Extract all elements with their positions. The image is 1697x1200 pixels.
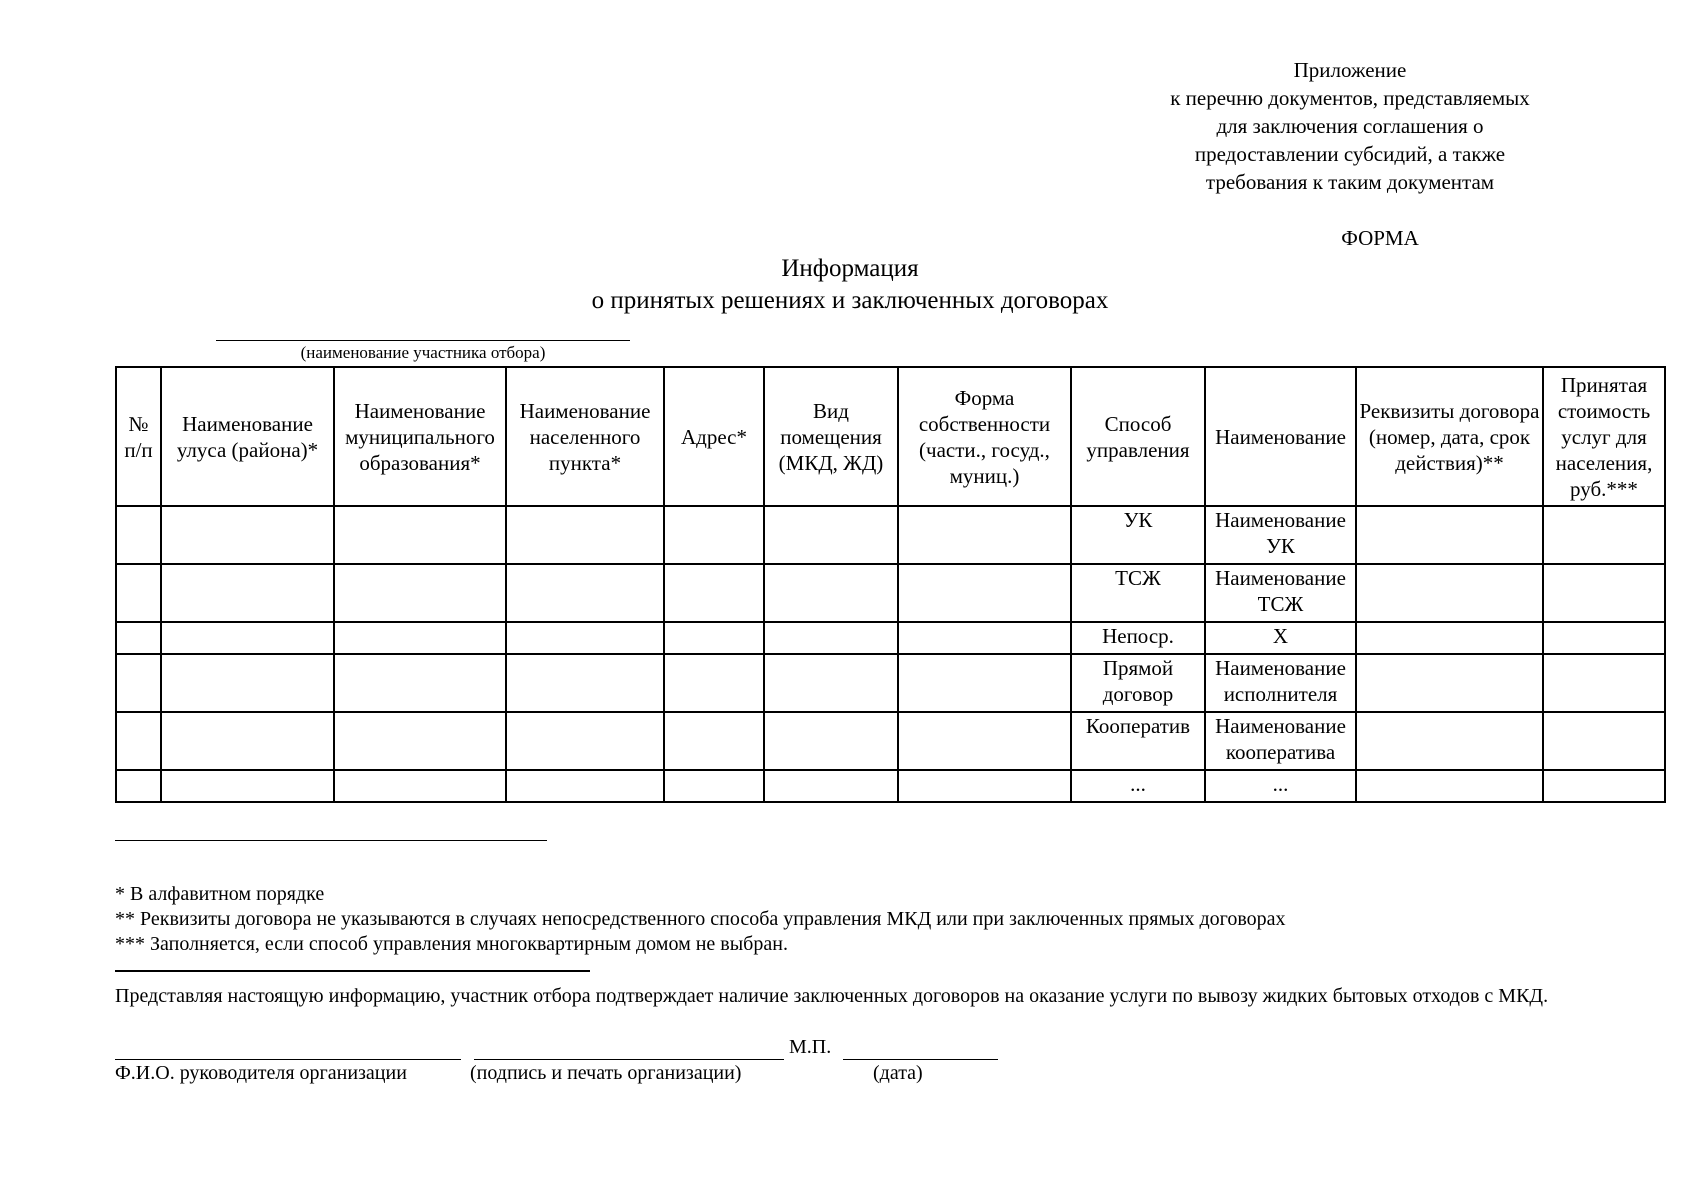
table-cell[interactable] [334, 654, 506, 712]
document-title [460, 253, 1240, 317]
header-address: Адрес* [664, 367, 764, 506]
table-cell[interactable] [1543, 770, 1665, 802]
table-row [116, 622, 1665, 654]
table-cell[interactable] [116, 712, 161, 770]
table-cell[interactable] [506, 622, 664, 654]
organization-name-cell: Наименование ТСЖ [1205, 564, 1356, 622]
participant-name-line [216, 340, 630, 341]
header-district: Наименование улуса (района)* [161, 367, 334, 506]
appendix-line: к перечню документов, представляемых [1170, 86, 1530, 110]
table-row [116, 564, 1665, 622]
title-line-1: Информация [781, 255, 919, 282]
table-cell[interactable] [1356, 564, 1543, 622]
appendix-line: для заключения соглашения о [1216, 114, 1484, 138]
management-method-cell: ... [1071, 770, 1205, 802]
header-contract-details: Реквизиты договора (номер, дата, срок действия)** [1356, 367, 1543, 506]
table-cell[interactable] [764, 506, 898, 564]
table-row [116, 506, 1665, 564]
table-cell[interactable] [764, 654, 898, 712]
table-cell[interactable] [1543, 506, 1665, 564]
table-cell[interactable] [764, 622, 898, 654]
organization-name-cell: ... [1205, 770, 1356, 802]
table-cell[interactable] [506, 770, 664, 802]
table-cell[interactable] [506, 564, 664, 622]
table-cell[interactable] [898, 712, 1071, 770]
table-cell[interactable] [664, 622, 764, 654]
title-line-2: о принятых решениях и заключенных договорах [591, 287, 1109, 314]
confirmation-text: Представляя настоящую информацию, участник отбора подтверждает наличие заключенных договоров на оказание услуги по вывозу жидких бытовых отходов с МКД. [115, 985, 1549, 1007]
table-cell[interactable] [664, 506, 764, 564]
header-municipality: Наименование муниципального образования* [334, 367, 506, 506]
table-header-row [116, 367, 1665, 506]
table-cell[interactable] [334, 506, 506, 564]
header-management-method: Способ управления [1071, 367, 1205, 506]
table-cell[interactable] [161, 506, 334, 564]
notes-divider [115, 970, 590, 972]
table-cell[interactable] [898, 770, 1071, 802]
header-name: Наименование [1205, 367, 1356, 506]
info-table [115, 366, 1666, 803]
table-cell[interactable] [1356, 654, 1543, 712]
footnote-3: *** Заполняется, если способ управления многоквартирным домом не выбран. [115, 933, 788, 955]
header-premises-type: Вид помещения (МКД, ЖД) [764, 367, 898, 506]
table-cell[interactable] [334, 622, 506, 654]
table-cell[interactable] [764, 770, 898, 802]
table-cell[interactable] [898, 622, 1071, 654]
management-method-cell: Прямой договор [1071, 654, 1205, 712]
table-cell[interactable] [1543, 654, 1665, 712]
table-cell[interactable] [161, 654, 334, 712]
table-cell[interactable] [161, 770, 334, 802]
table-cell[interactable] [506, 712, 664, 770]
fio-signature-line [115, 1059, 461, 1060]
header-number: № п/п [116, 367, 161, 506]
date-caption: (дата) [873, 1062, 923, 1084]
table-cell[interactable] [116, 506, 161, 564]
management-method-cell: УК [1071, 506, 1205, 564]
table-cell[interactable] [664, 712, 764, 770]
table-cell[interactable] [161, 564, 334, 622]
table-cell[interactable] [116, 770, 161, 802]
table-cell[interactable] [334, 770, 506, 802]
table-cell[interactable] [1356, 506, 1543, 564]
management-method-cell: Непоср. [1071, 622, 1205, 654]
management-method-cell: Кооператив [1071, 712, 1205, 770]
table-row [116, 770, 1665, 802]
organization-name-cell: Наименование кооператива [1205, 712, 1356, 770]
table-cell[interactable] [1356, 622, 1543, 654]
table-cell[interactable] [1356, 770, 1543, 802]
table-cell[interactable] [1543, 622, 1665, 654]
form-label: ФОРМА [1341, 226, 1419, 250]
footnote-1: * В алфавитном порядке [115, 883, 325, 905]
organization-name-cell: Х [1205, 622, 1356, 654]
fio-caption: Ф.И.О. руководителя организации [115, 1062, 407, 1084]
table-cell[interactable] [898, 564, 1071, 622]
appendix-header [1100, 56, 1600, 196]
footnote-2: ** Реквизиты договора не указываются в случаях непосредственного способа управления МКД или при заключенных прямых договорах [115, 908, 1286, 930]
table-row [116, 712, 1665, 770]
appendix-line: Приложение [1293, 58, 1407, 82]
table-cell[interactable] [1356, 712, 1543, 770]
stamp-label: М.П. [789, 1036, 832, 1058]
table-cell[interactable] [334, 712, 506, 770]
header-service-cost: Принятая стоимость услуг для населения, руб.*** [1543, 367, 1665, 506]
table-cell[interactable] [664, 654, 764, 712]
table-cell[interactable] [764, 564, 898, 622]
header-settlement: Наименование населенного пункта* [506, 367, 664, 506]
footnotes [115, 882, 1286, 957]
table-cell[interactable] [898, 654, 1071, 712]
table-cell[interactable] [161, 712, 334, 770]
table-cell[interactable] [764, 712, 898, 770]
table-cell[interactable] [898, 506, 1071, 564]
table-cell[interactable] [664, 770, 764, 802]
table-cell[interactable] [506, 654, 664, 712]
participant-caption: (наименование участника отбора) [300, 343, 546, 362]
organization-name-cell: Наименование исполнителя [1205, 654, 1356, 712]
organization-name-cell: Наименование УК [1205, 506, 1356, 564]
table-cell[interactable] [664, 564, 764, 622]
signature-caption: (подпись и печать организации) [470, 1062, 742, 1084]
appendix-line: требования к таким документам [1205, 170, 1495, 194]
table-cell[interactable] [116, 622, 161, 654]
date-line [843, 1059, 998, 1060]
appendix-line: предоставлении субсидий, а также [1194, 142, 1506, 166]
table-cell[interactable] [116, 654, 161, 712]
table-cell[interactable] [116, 564, 161, 622]
table-cell[interactable] [161, 622, 334, 654]
signature-line [474, 1059, 784, 1060]
table-cell[interactable] [1543, 712, 1665, 770]
management-method-cell: ТСЖ [1071, 564, 1205, 622]
header-ownership: Форма собственности (части., госуд., муниц.) [898, 367, 1071, 506]
table-cell[interactable] [334, 564, 506, 622]
table-cell[interactable] [1543, 564, 1665, 622]
table-cell[interactable] [506, 506, 664, 564]
table-row [116, 654, 1665, 712]
footnote-separator [115, 840, 547, 841]
